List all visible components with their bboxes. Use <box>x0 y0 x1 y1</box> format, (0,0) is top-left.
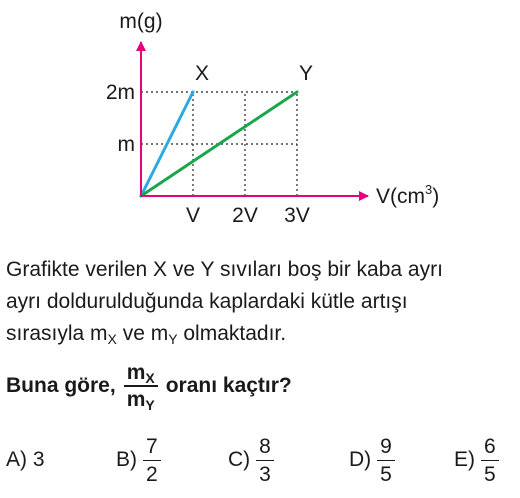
subscript-y: Y <box>168 331 178 347</box>
line3-part-a: sırasıyla m <box>6 322 108 345</box>
x-axis-title-close: ) <box>432 185 440 208</box>
option-e[interactable] <box>454 428 499 492</box>
option-b[interactable] <box>116 428 161 492</box>
problem-text <box>6 254 516 350</box>
question-prefix: Buna göre, <box>6 374 116 397</box>
option-c-label: C) <box>228 448 251 471</box>
series-line-y <box>141 92 297 196</box>
option-b-fraction <box>143 433 161 488</box>
mass-volume-graph <box>0 0 520 240</box>
x-tick-label: V <box>185 204 201 227</box>
x-tick-label: 3V <box>284 204 310 227</box>
option-e-numerator: 6 <box>484 434 496 458</box>
ratio-numerator <box>124 360 158 385</box>
ratio-fraction <box>124 360 158 412</box>
answer-options <box>6 428 516 492</box>
subscript-x: X <box>107 331 117 347</box>
option-c-fraction <box>256 433 274 488</box>
y-tick-label: m <box>117 133 135 156</box>
series-label-x: X <box>195 62 210 85</box>
line3-part-b: ve m <box>116 322 169 345</box>
option-e-denominator: 5 <box>484 462 496 486</box>
option-a-label: A) 3 <box>6 448 45 471</box>
x-axis-title-superscript: 3 <box>425 182 433 197</box>
problem-line-2: ayrı doldurulduğunda kaplardaki kütle artışı <box>6 290 408 313</box>
option-d-numerator: 9 <box>380 434 392 458</box>
question-suffix: oranı kaçtır? <box>165 374 292 397</box>
problem-line-3 <box>6 318 516 350</box>
y-axis-title: m(g) <box>119 10 163 33</box>
option-a[interactable] <box>6 428 45 492</box>
ratio-den-m: m <box>126 388 146 411</box>
axis-labels <box>106 10 439 227</box>
ratio-denominator <box>124 387 158 412</box>
option-e-label: E) <box>454 448 475 471</box>
line3-part-c: olmaktadır. <box>177 322 287 345</box>
option-d-fraction <box>377 433 395 488</box>
ratio-num-m: m <box>126 361 146 384</box>
x-axis-title-base: V(cm <box>376 185 425 208</box>
option-e-fraction <box>481 433 499 488</box>
option-b-label: B) <box>116 448 137 471</box>
option-d-denominator: 5 <box>380 462 392 486</box>
data-series <box>141 92 297 196</box>
ratio-den-sub: Y <box>145 397 155 413</box>
series-label-y: Y <box>299 62 314 85</box>
ratio-num-sub: X <box>145 370 155 386</box>
x-axis-title <box>376 182 439 208</box>
option-d-label: D) <box>349 448 372 471</box>
option-c-numerator: 8 <box>259 434 271 458</box>
option-b-denominator: 2 <box>146 462 158 486</box>
x-tick-label: 2V <box>232 204 258 227</box>
option-c-denominator: 3 <box>259 462 271 486</box>
option-b-numerator: 7 <box>146 434 158 458</box>
problem-line-1: Grafikte verilen X ve Y sıvıları boş bir kaba ayrı <box>6 258 443 281</box>
y-tick-label: 2m <box>105 81 135 104</box>
option-c[interactable] <box>228 428 274 492</box>
option-d[interactable] <box>349 428 395 492</box>
question-line <box>6 360 292 412</box>
